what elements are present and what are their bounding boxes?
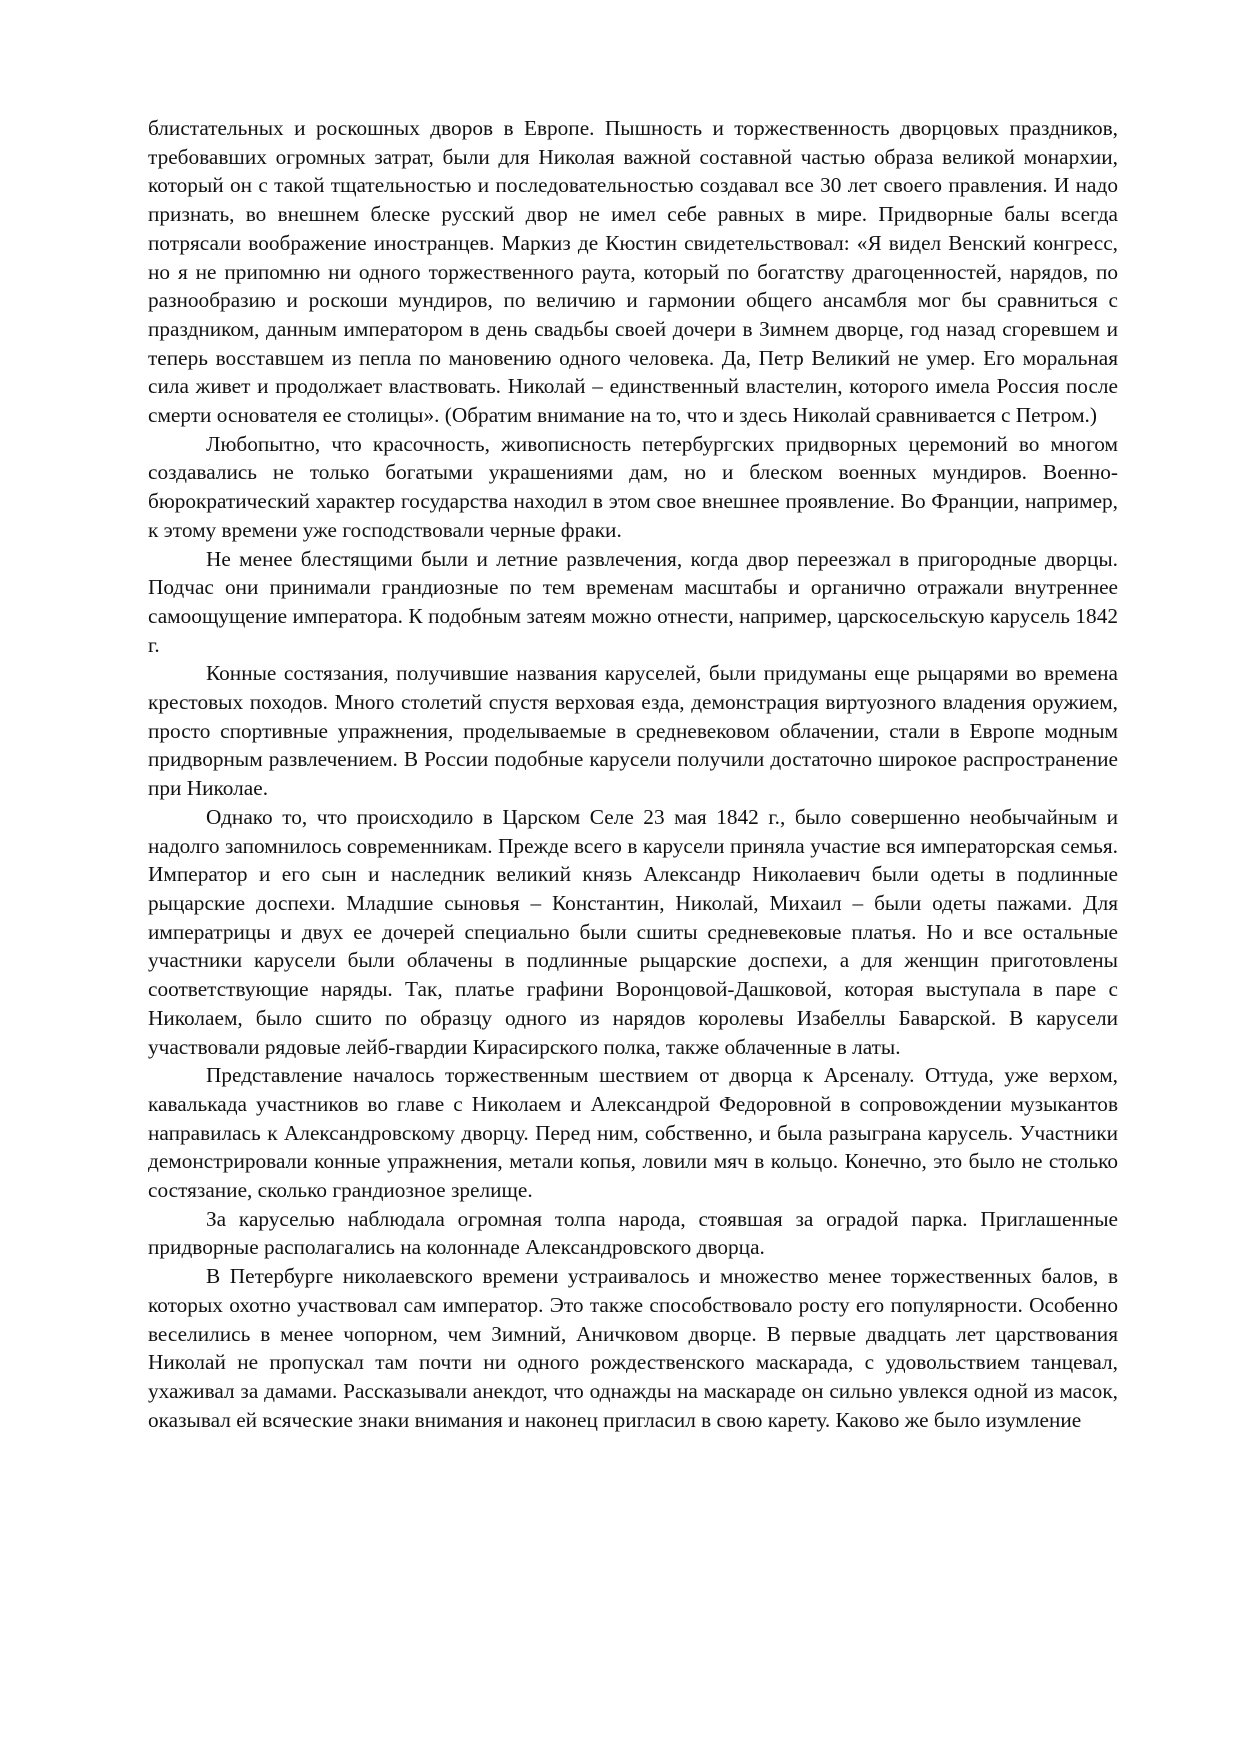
paragraph-3: Не менее блестящими были и летние развлечения, когда двор переезжал в пригородные дворцы. Подчас они принимали грандиозные по тем временам масштабы и органично отражали внутреннее самоощущение императора. К подобным затеям можно отнести, например, царскосельскую карусель 1842 г. (148, 546, 1118, 657)
paragraph-4: Конные состязания, получившие названия каруселей, были придуманы еще рыцарями во времена крестовых походов. Много столетий спустя верховая езда, демонстрация виртуозного владения оружием, просто спортивные упражнения, проделываемые в средневековом облачении, стали в Европе модным придворным развлечением. В России подобные карусели получили достаточно широкое распространение при Николае. (148, 661, 1118, 801)
document-page (148, 114, 1118, 1434)
paragraph-7: За каруселью наблюдала огромная толпа народа, стоявшая за оградой парка. Приглашенные придворные располагались на колоннаде Александровского дворца. (148, 1206, 1118, 1260)
paragraph-1: блистательных и роскошных дворов в Европе. Пышность и торжественность дворцовых праздников, требовавших огромных затрат, были для Николая важной составной частью образа великой монархии, который он с такой тщательностью и последовательностью создавал все 30 лет своего правления. И надо признать, во внешнем блеске русский двор не имел себе равных в мире. Придворные балы всегда потрясали воображение иностранцев. Маркиз де Кюстин свидетельствовал: «Я видел Венский конгресс, но я не припомню ни одного торжественного раута, который по богатству драгоценностей, нарядов, по разнообразию и роскоши мундиров, по величию и гармонии общего ансамбля мог бы сравниться с праздником, данным императором в день свадьбы своей дочери в Зимнем дворце, год назад сгоревшем и теперь восставшем из пепла по мановению одного человека. Да, Петр Великий не умер. Его моральная сила живет и продолжает властвовать. Николай – единственный властелин, которого имела Россия после смерти основателя ее столицы». (Обратим внимание на то, что и здесь Николай сравнивается с Петром.) (148, 116, 1118, 428)
paragraph-2: Любопытно, что красочность, живописность петербургских придворных церемоний во многом создавались не только богатыми украшениями дам, но и блеском военных мундиров. Военно-бюрократический характер государства находил в этом свое внешнее проявление. Во Франции, например, к этому времени уже господствовали черные фраки. (148, 431, 1118, 542)
paragraph-8: В Петербурге николаевского времени устраивалось и множество менее торжественных балов, в которых охотно участвовал сам император. Это также способствовало росту его популярности. Особенно веселились в менее чопорном, чем Зимний, Аничковом дворце. В первые двадцать лет царствования Николай не пропускал там почти ни одного рождественского маскарада, с удовольствием танцевал, ухаживал за дамами. Рассказывали анекдот, что однажды на маскараде он сильно увлекся одной из масок, оказывал ей всяческие знаки внимания и наконец пригласил в свою карету. Каково же было изумление (148, 1264, 1118, 1432)
paragraph-5: Однако то, что происходило в Царском Селе 23 мая 1842 г., было совершенно необычайным и надолго запомнилось современникам. Прежде всего в карусели приняла участие вся императорская семья. Император и его сын и наследник великий князь Александр Николаевич были одеты в подлинные рыцарские доспехи. Младшие сыновья – Константин, Николай, Михаил – были одеты пажами. Для императрицы и двух ее дочерей специально были сшиты средневековые платья. Но и все остальные участники карусели были облачены в подлинные рыцарские доспехи, а для женщин приготовлены соответствующие наряды. Так, платье графини Воронцовой-Дашковой, которая выступала в паре с Николаем, было сшито по образцу одного из нарядов королевы Изабеллы Баварской. В карусели участвовали рядовые лейб-гвардии Кирасирского полка, также облаченные в латы. (148, 804, 1118, 1059)
paragraph-6: Представление началось торжественным шествием от дворца к Арсеналу. Оттуда, уже верхом, кавалькада участников во главе с Николаем и Александрой Федоровной в сопровождении музыкантов направилась к Александровскому дворцу. Перед ним, собственно, и была разыграна карусель. Участники демонстрировали конные упражнения, метали копья, ловили мяч в кольцо. Конечно, это было не столько состязание, сколько грандиозное зрелище. (148, 1063, 1118, 1203)
